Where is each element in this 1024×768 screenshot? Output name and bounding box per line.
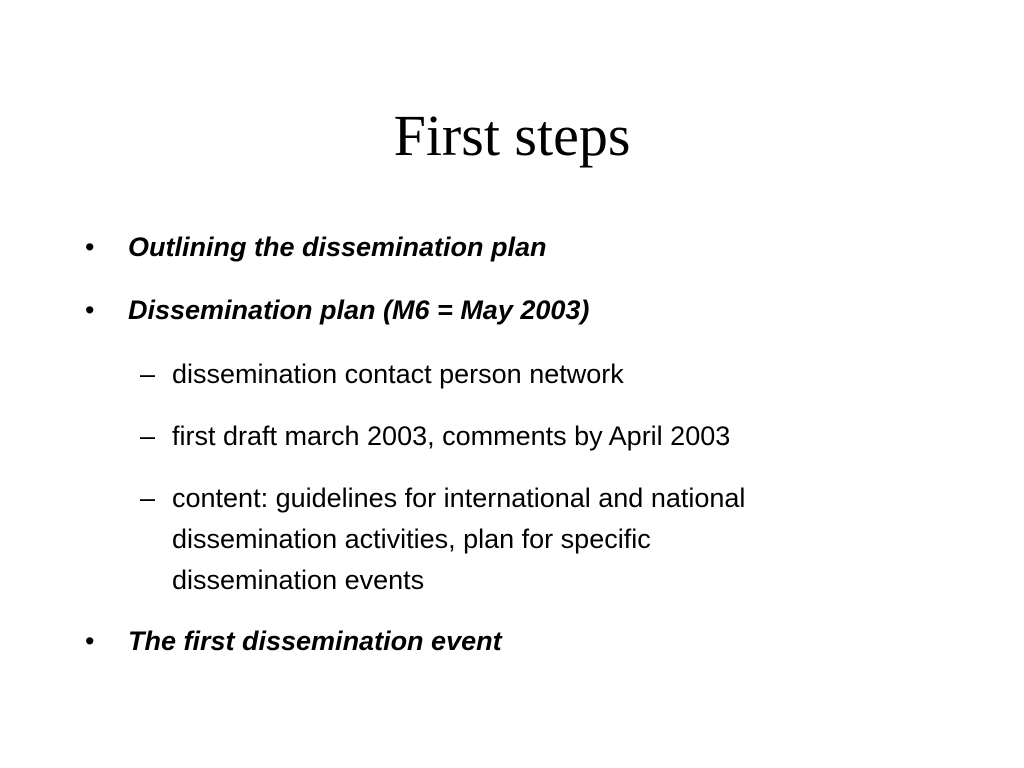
slide-title: First steps (393, 103, 631, 168)
sub-bullet-text (172, 416, 932, 457)
bullet-marker: • (85, 626, 95, 656)
sub-bullet-text (172, 354, 932, 395)
bullet-marker: • (85, 232, 95, 262)
sub-bullet-line: content: guidelines for international and national (172, 483, 746, 513)
sub-bullet-line: first draft march 2003, comments by April 2003 (172, 421, 731, 451)
sub-bullet-line: dissemination contact person network (172, 359, 624, 389)
bullet-text: Dissemination plan (M6 = May 2003) (128, 295, 590, 325)
sub-bullet-marker: – (140, 483, 156, 513)
bullet-text: Outlining the dissemination plan (128, 232, 547, 262)
bullet-text: The first dissemination event (128, 626, 502, 656)
sub-bullet-marker: – (140, 359, 156, 389)
sub-bullet-text (172, 478, 932, 601)
sub-bullet-line: dissemination activities, plan for specific (172, 524, 651, 554)
sub-bullet-line: dissemination events (172, 565, 425, 595)
bullet-marker: • (85, 295, 95, 325)
sub-bullet-marker: – (140, 421, 156, 451)
